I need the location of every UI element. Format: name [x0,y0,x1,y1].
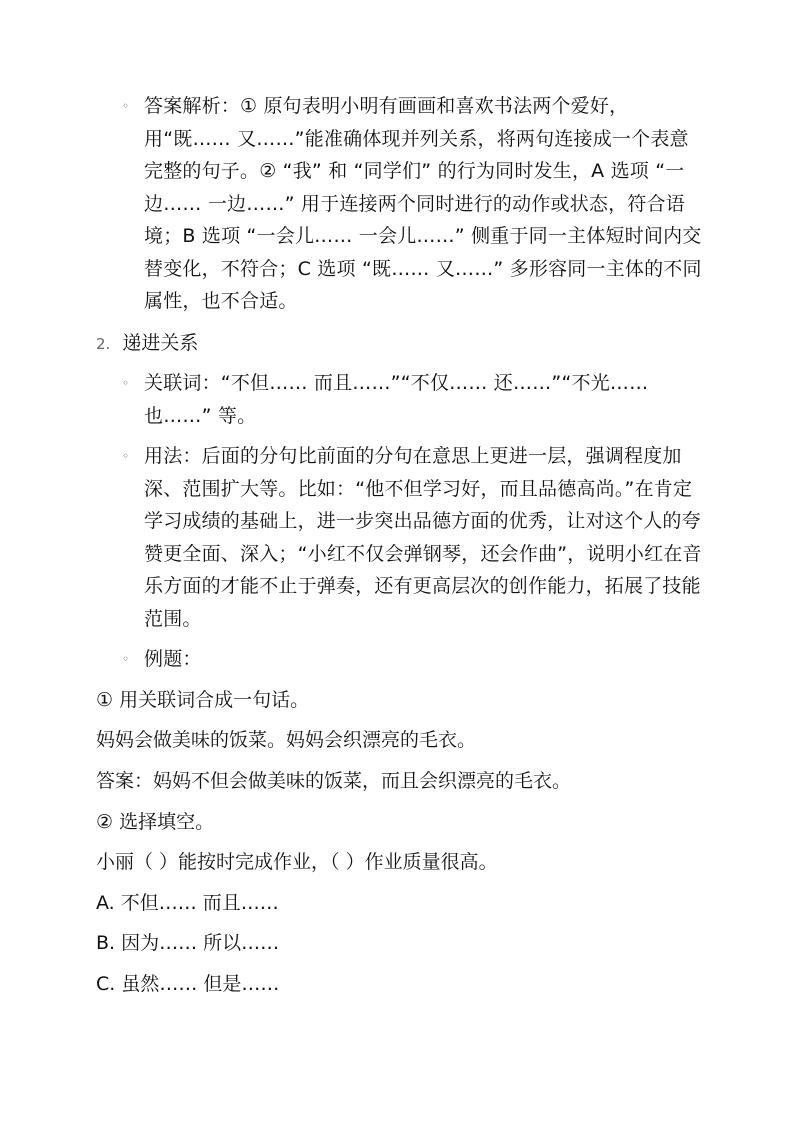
usage-text: 用法：后面的分句比前面的分句在意思上更进一层，强调程度加深、范围扩大等。比如：“他不但学习好，而且品德高尚。”在肯定学习成绩的基础上，进一步突出品德方面的优秀，让对这个人的夸赞更全面、深入；“小红不仅会弹钢琴，还会作曲”，说明小红在音乐方面的才能不止于弹奏，还有更高层次的创作能力，拓展了技能范围。 [144,445,702,630]
section-title: 递进关系 [122,332,199,354]
related-words-item [122,367,704,432]
answer-analysis-item [122,90,704,318]
option-b: B. 因为…… 所以…… [96,932,280,954]
usage-item [122,440,704,635]
option-c: C. 虽然…… 但是…… [96,973,280,995]
option-a: A. 不但…… 而且…… [96,892,279,914]
answer-analysis-text: 答案解析：① 原句表明小明有画画和喜欢书法两个爱好，用“既…… 又……”能准确体现并列关系，将两句连接成一个表意完整的句子。② “我” 和 “同学们” 的行为同时发生，A 选项 “一边…… 一边……” 用于连接两个同时进行的动作或状态，符合语境；B 选项 “一会儿…… 一会儿……” 侧重于同一主体短时间内交替变化，不符合；C 选项 “既…… 又……” 多形容同一主体的不同属性，也不合适。 [144,95,702,312]
bullet-icon: ◦ [122,99,130,113]
example-item [122,643,704,676]
section-heading-progressive [96,327,696,360]
exercise-q1: ① 用关联词合成一句话。 [96,689,310,711]
exercise-q2-sentence: 小丽（ ）能按时完成作业，（ ）作业质量很高。 [96,851,498,873]
exercise-q1-answer: 答案：妈妈不但会做美味的饭菜，而且会织漂亮的毛衣。 [96,770,572,792]
section-number: 2. [96,335,111,353]
exercise-q1-sentences: 妈妈会做美味的饭菜。妈妈会织漂亮的毛衣。 [96,729,477,751]
bullet-icon: ◦ [122,376,130,390]
bullet-icon: ◦ [122,652,130,666]
exercise-q2: ② 选择填空。 [96,811,215,833]
bullet-icon: ◦ [122,449,130,463]
related-words-text: 关联词：“不但…… 而且……”“不仅…… 还……”“不光…… 也……” 等。 [144,372,649,427]
example-label: 例题： [144,648,202,670]
